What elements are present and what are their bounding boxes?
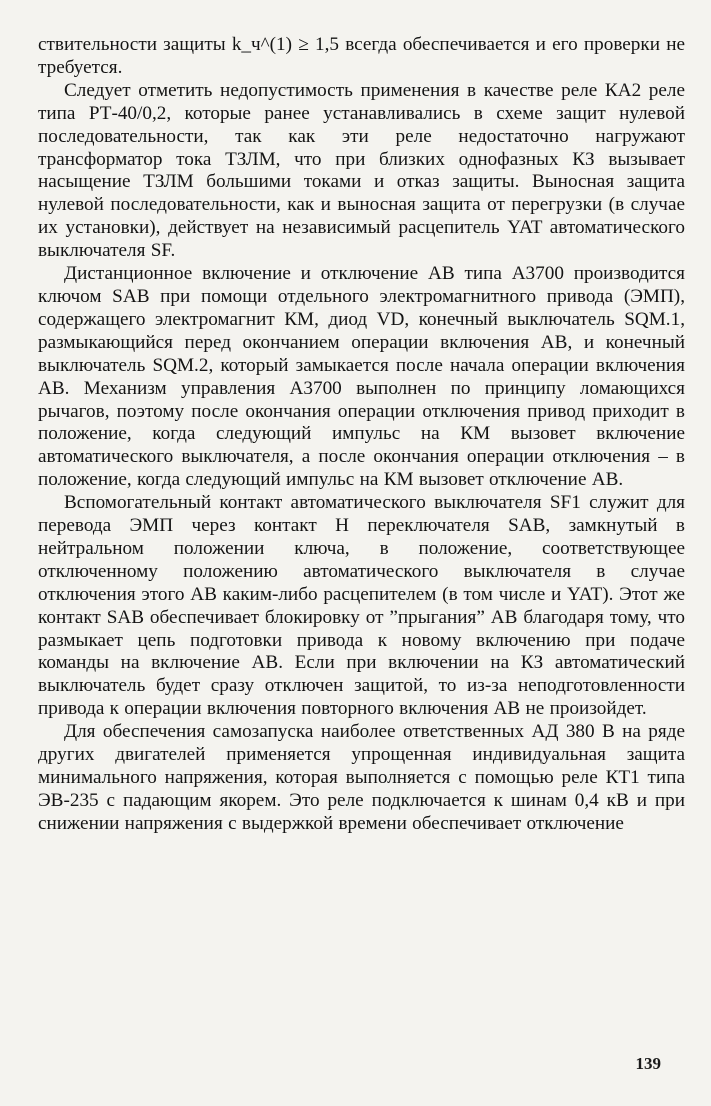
paragraph-relay-kA2: Следует отметить недопустимость применения в качестве реле КА2 реле типа РТ-40/0,2, которые ранее устанавливались в схеме защит нулевой последовательности, так как эти реле недостаточно нагружают трансформатор тока ТЗЛМ, что при близких однофазных КЗ вызывает насыщение ТЗЛМ большими токами и отказ защиты. Выносная защита нулевой последовательности, как и выносная защита от перегрузки (в случае их установки), действует на независимый расцепитель YAT автоматического выключателя SF.	[38, 79, 685, 262]
paragraph-auxiliary-contact: Вспомогательный контакт автоматического выключателя SF1 служит для перевода ЭМП через контакт Н переключателя SAB, замкнутый в нейтральном положении ключа, в положение, соответствующее отключенному положению автоматического выключателя в случае отключения этого АВ каким-либо расцепителем (в том числе и YAT). Этот же контакт SAB обеспечивает блокировку от ”прыгания” АВ благодаря тому, что размыкает цепь подготовки привода к новому включению при подаче команды на включение АВ. Если при включении на КЗ автоматический выключатель будет сразу отключен защитой, то из-за неподготовленности привода к операции включения повторного включения АВ не произойдет.	[38, 492, 685, 720]
paragraph-remote-switching: Дистанционное включение и отключение АВ типа А3700 производится ключом SAB при помощи отдельного электромагнитного привода (ЭМП), содержащего электромагнит КМ, диод VD, конечный выключатель SQM.1, размыкающийся перед окончанием операции включения АВ, и конечный выключатель SQM.2, который замыкается после начала операции включения АВ. Механизм управления А3700 выполнен по принципу ломающихся рычагов, поэтому после окончания операции отключения привод приходит в положение, когда следующий импульс на КМ вызовет включение автоматического выключателя, а после окончания операции отключения – в положение, когда следующий импульс на КМ вызовет отключение АВ.	[38, 263, 685, 491]
paragraph-self-start: Для обеспечения самозапуска наиболее ответственных АД 380 В на ряде других двигателей применяется упрощенная индивидуальная защита минимального напряжения, которая выполняется с помощью реле КТ1 типа ЭВ-235 с падающим якорем. Это реле подключается к шинам 0,4 кВ и при снижении напряжения с выдержкой времени обеспечивает отключение	[38, 721, 685, 834]
page-number: 139	[635, 1054, 661, 1073]
paragraph-continuation: ствительности защиты k_ч^(1) ≥ 1,5 всегда обеспечивается и его проверки не требуется.	[38, 34, 685, 78]
